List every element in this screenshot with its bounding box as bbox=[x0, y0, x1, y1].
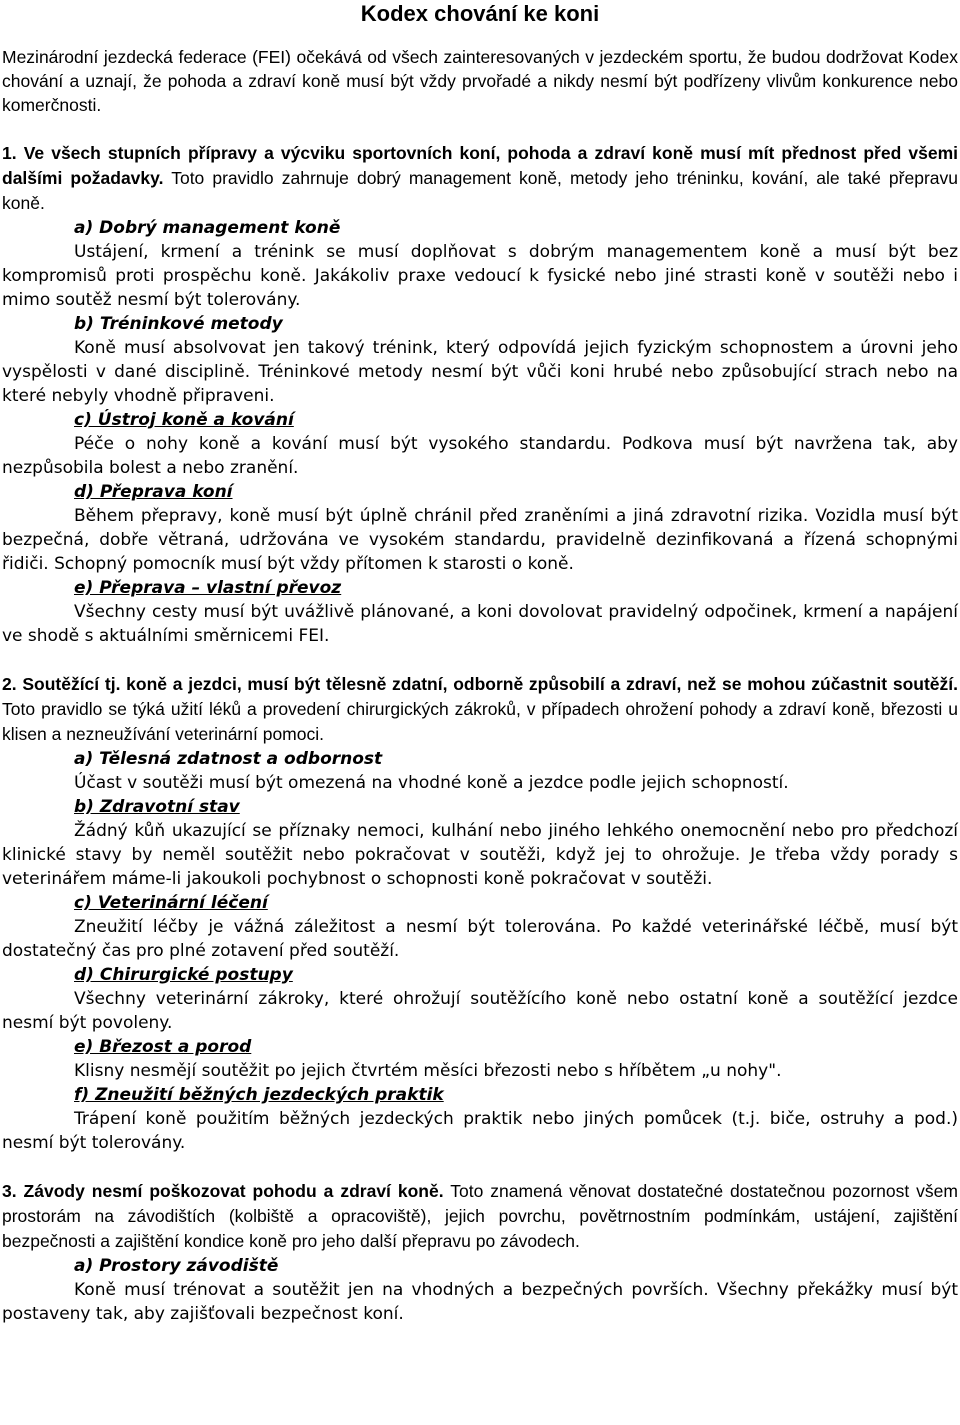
section-2-paragraph bbox=[2, 672, 958, 747]
section-2-text: Toto pravidlo se týká užití léků a provedení chirurgických zákroků, v případech ohrožení pohody a zdraví koně, březosti u klisen a nezneužívání veterinární pomoci. bbox=[2, 699, 958, 744]
section-2b-title: b) Zdravotní stav bbox=[74, 797, 240, 817]
section-3-paragraph bbox=[2, 1179, 958, 1254]
section-3-text: Toto znamená věnovat dostatečné dostatečnou pozornost všem prostorám na závodištích (kolbiště a opracoviště), jejich povrchu, povětrnostním podmínkám, ustájení, zajištění bezpečnosti a zajištění kondice koně pro jeho další přepravu po závodech. bbox=[2, 1181, 958, 1251]
document-title: Kodex chování ke koni bbox=[360, 1, 600, 26]
section-2c-text: Zneužití léčby je vážná záležitost a nesmí být tolerována. Po každé veterinářské léčbě, musí být dostatečný čas pro plné zotavení před soutěží. bbox=[2, 917, 958, 961]
section-1a-title: a) Dobrý management koně bbox=[74, 218, 341, 238]
section-2e-title: e) Březost a porod bbox=[74, 1037, 252, 1057]
section-2d-text: Všechny veterinární zákroky, které ohrožují soutěžícího koně nebo ostatní koně a soutěžící jezdce nesmí být povoleny. bbox=[2, 989, 958, 1033]
section-1-text: Toto pravidlo zahrnuje dobrý management koně, metody jeho tréninku, kování, ale také přepravu koně. bbox=[2, 168, 958, 213]
spacer bbox=[2, 648, 958, 672]
intro-paragraph: Mezinárodní jezdecká federace (FEI) očekává od všech zainteresovaných v jezdeckém sportu, že budou dodržovat Kodex chování a uznají, že pohoda a zdraví koně musí být vždy prvořadé a nikdy nesmí být podřízeny vlivům konkurence nebo komerčnosti. bbox=[2, 47, 958, 115]
spacer bbox=[2, 1155, 958, 1179]
section-2c-title: c) Veterinární léčení bbox=[74, 893, 268, 913]
section-2f-title: f) Zneužití běžných jezdeckých praktik bbox=[74, 1085, 444, 1105]
section-1b-title: b) Tréninkové metody bbox=[74, 314, 283, 334]
section-2b-text: Žádný kůň ukazující se příznaky nemoci, kulhání nebo jiného lehkého onemocnění nebo pro předchozí klinické stavy by neměl soutěžit nebo pokračovat v soutěži, když jej to ohrožuje. Je třeba vždy porady s veterinářem máme-li jakoukoli pochybnost o schopnosti koně pokračovat v soutěži. bbox=[2, 821, 958, 889]
section-1c-title: c) Ústroj koně a kování bbox=[74, 410, 294, 430]
section-2f-text: Trápení koně použitím běžných jezdeckých praktik nebo jiných pomůcek (t.j. biče, ostruhy a pod.) nesmí být tolerovány. bbox=[2, 1109, 958, 1153]
section-3a-text: Koně musí trénovat a soutěžit jen na vhodných a bezpečných površích. Všechny překážky musí být postaveny tak, aby zajišťovali bezpečnost koní. bbox=[2, 1280, 958, 1324]
section-1e-text: Všechny cesty musí být uvážlivě plánované, a koni dovolovat pravidelný odpočinek, krmení a napájení ve shodě s aktuálními směrnicemi FEI. bbox=[2, 602, 958, 646]
section-1-paragraph bbox=[2, 141, 958, 216]
section-2e-text: Klisny nesmějí soutěžit po jejich čtvrtém měsíci březosti nebo s hříbětem „u nohy". bbox=[74, 1061, 782, 1081]
section-1e-title: e) Přeprava – vlastní převoz bbox=[74, 578, 342, 598]
section-1-heading: 1. Ve všech stupních přípravy a výcviku sportovních koní, pohoda a zdraví koně musí mít přednost před všemi dalšími požadavky. bbox=[2, 143, 958, 188]
section-3-heading: 3. Závody nesmí poškozovat pohodu a zdraví koně. bbox=[2, 1181, 444, 1201]
section-3a-title: a) Prostory závodiště bbox=[74, 1256, 279, 1276]
section-1d-title: d) Přeprava koní bbox=[74, 482, 233, 502]
section-1c-text: Péče o nohy koně a kování musí být vysokého standardu. Podkova musí být navržena tak, aby nezpůsobila bolest a nebo zranění. bbox=[2, 434, 958, 478]
section-2d-title: d) Chirurgické postupy bbox=[74, 965, 293, 985]
section-1a-text: Ustájení, krmení a trénink se musí doplňovat s dobrým managementem koně a musí být bez kompromisů proti prospěchu koně. Jakákoliv praxe vedoucí k fysické nebo jiné strasti koně v soutěži nebo i mimo soutěž nesmí být tolerovány. bbox=[2, 242, 958, 310]
section-2-heading: 2. Soutěžící tj. koně a jezdci, musí být tělesně zdatní, odborně způsobilí a zdraví, než se mohou zúčastnit soutěží. bbox=[2, 674, 958, 694]
section-1d-text: Během přepravy, koně musí být úplně chránil před zraněními a jiná zdravotní rizika. Vozidla musí být bezpečná, dobře větraná, udržována ve vysokém standardu, pravidelně dezinfikovaná a řízená schopnými řidiči. Schopný pomocník musí být vždy přítomen k starosti o koně. bbox=[2, 506, 958, 574]
section-2a-title: a) Tělesná zdatnost a odbornost bbox=[74, 749, 383, 769]
section-1b-text: Koně musí absolvovat jen takový trénink, který odpovídá jejich fyzickým schopnostem a úrovni jeho vyspělosti v dané disciplině. Tréninkové metody nesmí být vůči koni hrubé nebo způsobující strach nebo na které nebyly vhodně připraveni. bbox=[2, 338, 958, 406]
section-2a-text: Účast v soutěži musí být omezená na vhodné koně a jezdce podle jejich schopností. bbox=[74, 773, 789, 793]
